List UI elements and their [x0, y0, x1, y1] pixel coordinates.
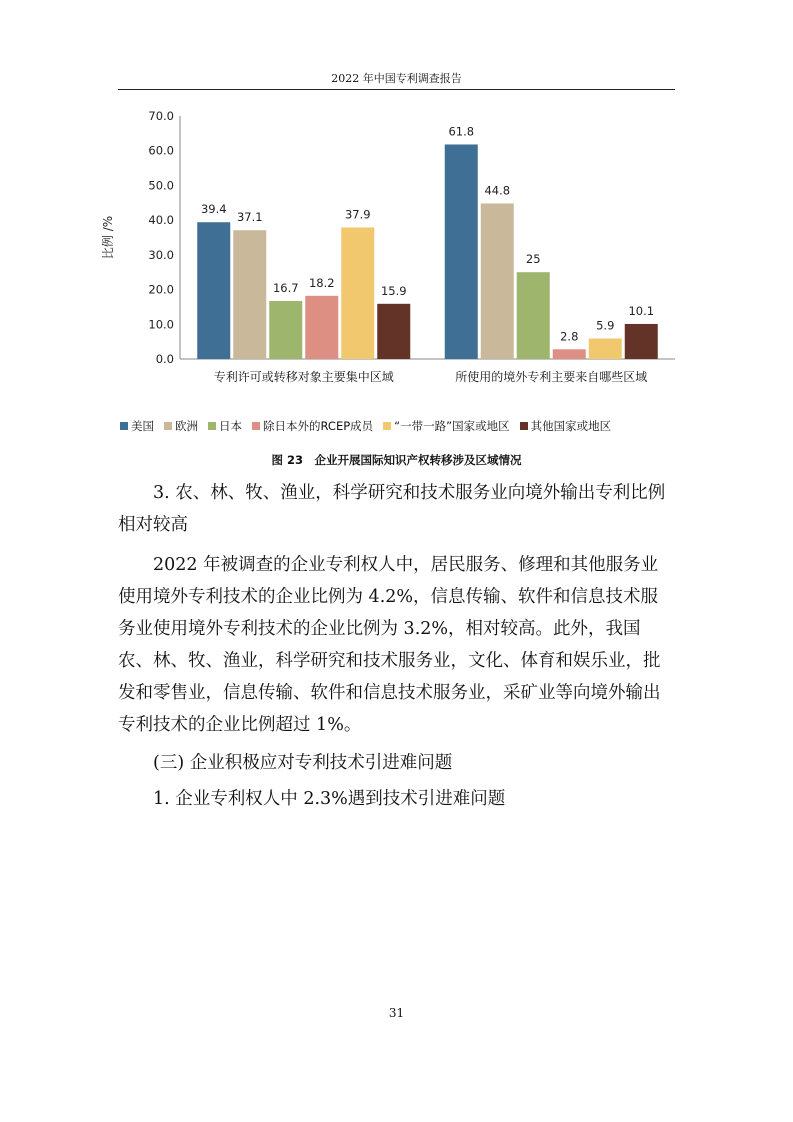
chart-legend	[120, 418, 700, 434]
bar	[233, 230, 266, 359]
legend-item	[208, 418, 242, 434]
legend-item	[120, 418, 154, 434]
y-tick-label: 40.0	[148, 213, 174, 228]
header-rule	[118, 89, 675, 90]
data-label: 10.1	[628, 303, 655, 318]
legend-label: 日本	[219, 419, 242, 433]
legend-item	[252, 418, 373, 434]
legend-item	[520, 418, 612, 434]
data-label: 44.8	[484, 183, 511, 198]
bar	[197, 222, 230, 359]
subheading-3: 3. 农、林、牧、渔业，科学研究和技术服务业向境外输出专利比例相对较高	[118, 483, 666, 535]
bar	[625, 324, 658, 359]
legend-swatch	[164, 422, 172, 430]
data-label: 16.7	[272, 281, 299, 296]
bar	[481, 203, 514, 359]
legend-label: 欧洲	[175, 419, 198, 433]
data-label: 25	[525, 252, 541, 267]
y-tick-label: 60.0	[148, 143, 174, 158]
legend-swatch	[208, 422, 216, 430]
legend-swatch	[520, 422, 528, 430]
section-heading: (三) 企业积极应对专利技术引进难问题	[153, 753, 453, 773]
legend-item	[383, 418, 509, 434]
bar	[341, 227, 374, 359]
bar	[377, 304, 410, 359]
legend-swatch	[252, 422, 260, 430]
y-tick-label: 30.0	[148, 247, 174, 262]
bar	[269, 301, 302, 359]
bar	[305, 296, 338, 359]
page-number: 31	[388, 1006, 405, 1020]
bar-chart	[90, 100, 690, 400]
bar	[517, 272, 550, 359]
data-label: 37.9	[344, 207, 371, 222]
y-tick-label: 50.0	[148, 178, 174, 193]
x-category-label: 专利许可或转移对象主要集中区域	[213, 370, 394, 384]
data-label: 37.1	[236, 210, 263, 225]
y-tick-label: 20.0	[148, 282, 174, 297]
running-header: 2022 年中国专利调查报告	[331, 72, 462, 85]
legend-label: 其他国家或地区	[530, 419, 612, 433]
y-tick-label: 70.0	[148, 109, 174, 123]
body-section	[118, 477, 675, 815]
bar	[445, 144, 478, 359]
bar	[553, 349, 586, 359]
data-label: 2.8	[560, 329, 579, 344]
figure-caption: 图 23 企业开展国际知识产权转移涉及区域情况	[271, 453, 522, 467]
legend-swatch	[120, 422, 128, 430]
list-item-1: 1. 企业专利权人中 2.3%遇到技术引进难问题	[153, 789, 506, 809]
legend-label: “一带一路”国家或地区	[394, 419, 510, 433]
y-tick-label: 10.0	[148, 317, 174, 332]
x-category-label: 所使用的境外专利主要来自哪些区域	[455, 370, 648, 384]
bar	[589, 339, 622, 359]
data-label: 15.9	[380, 283, 407, 298]
legend-label: 美国	[131, 419, 154, 433]
legend-item	[164, 418, 198, 434]
y-axis-label: 比例 /%	[101, 215, 115, 260]
y-tick-label: 0.0	[155, 352, 174, 366]
data-label: 39.4	[200, 202, 227, 217]
legend-label: 除日本外的RCEP成员	[263, 419, 374, 433]
data-label: 5.9	[596, 318, 615, 333]
legend-swatch	[383, 422, 391, 430]
data-label: 18.2	[308, 275, 335, 290]
data-label: 61.8	[448, 124, 475, 139]
paragraph-1: 2022 年被调查的企业专利权人中，居民服务、修理和其他服务业使用境外专利技术的企业比例为 4.2%，信息传输、软件和信息技术服务业使用境外专利技术的企业比例为 3.2%，相对较高。此外，我国农、林、牧、渔业，科学研究和技术服务业，文化、体育和娱乐业，批发和零售业，信息传输、软件和信息技术服务业，采矿业等向境外输出专利技术的企业比例超过 1%。	[118, 555, 661, 735]
